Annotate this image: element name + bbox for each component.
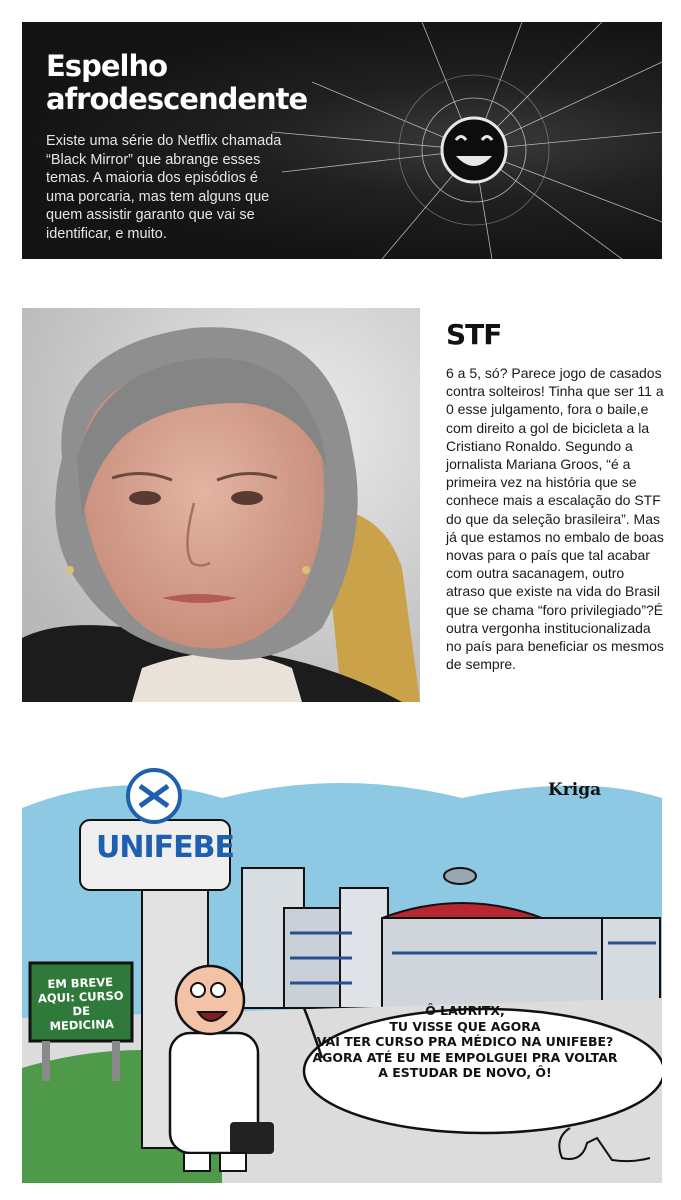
green-board-text: EM BREVE AQUI: CURSO DE MEDICINA	[37, 974, 124, 1034]
mirror-text: Existe uma série do Netflix chamada “Black Mirror” que abrange esses temas. A maioria dos episódios é uma porcaria, mas tem alguns que quem assistir garanto que vai se identificar, e muito.	[46, 133, 282, 242]
mirror-title: Espelho afrodescendente	[46, 49, 308, 116]
portrait-photo	[22, 308, 420, 702]
speech-balloon-text: Ô LAURITX, TU VISSE QUE AGORA VAI TER CURSO PRA MÉDICO NA UNIFEBE? AGORA ATÉ EU ME EMPOLGUEI PRA VOLTAR A ESTUDAR DE NOVO, Ô!	[312, 1003, 618, 1080]
cartoon-credit: Kriga	[548, 780, 602, 800]
stf-title: STF	[446, 318, 502, 351]
mirror-column	[22, 22, 662, 259]
unifebe-sign-logo: UNIFEBE	[96, 830, 234, 865]
stf-text: 6 a 5, só? Parece jogo de casados contra solteiros! Tinha que ser 11 a 0 esse julgamento, fora o baile,e com direito a gol de bicicleta a la Cristiano Ronaldo. Segundo a jornalista Mariana Groos, “é a primeira vez na história que se conhece mais a escalação do STF do que da seleção brasileira”. Mas já que estamos no embalo de boas novas para o país que tal acabar com outra sacanagem, outro atraso que existe na vida do Brasil que se chama “foro privilegiado”?É outra vergonha institucionalizada no país para beneficiar os mesmos de sempre.	[446, 365, 664, 673]
